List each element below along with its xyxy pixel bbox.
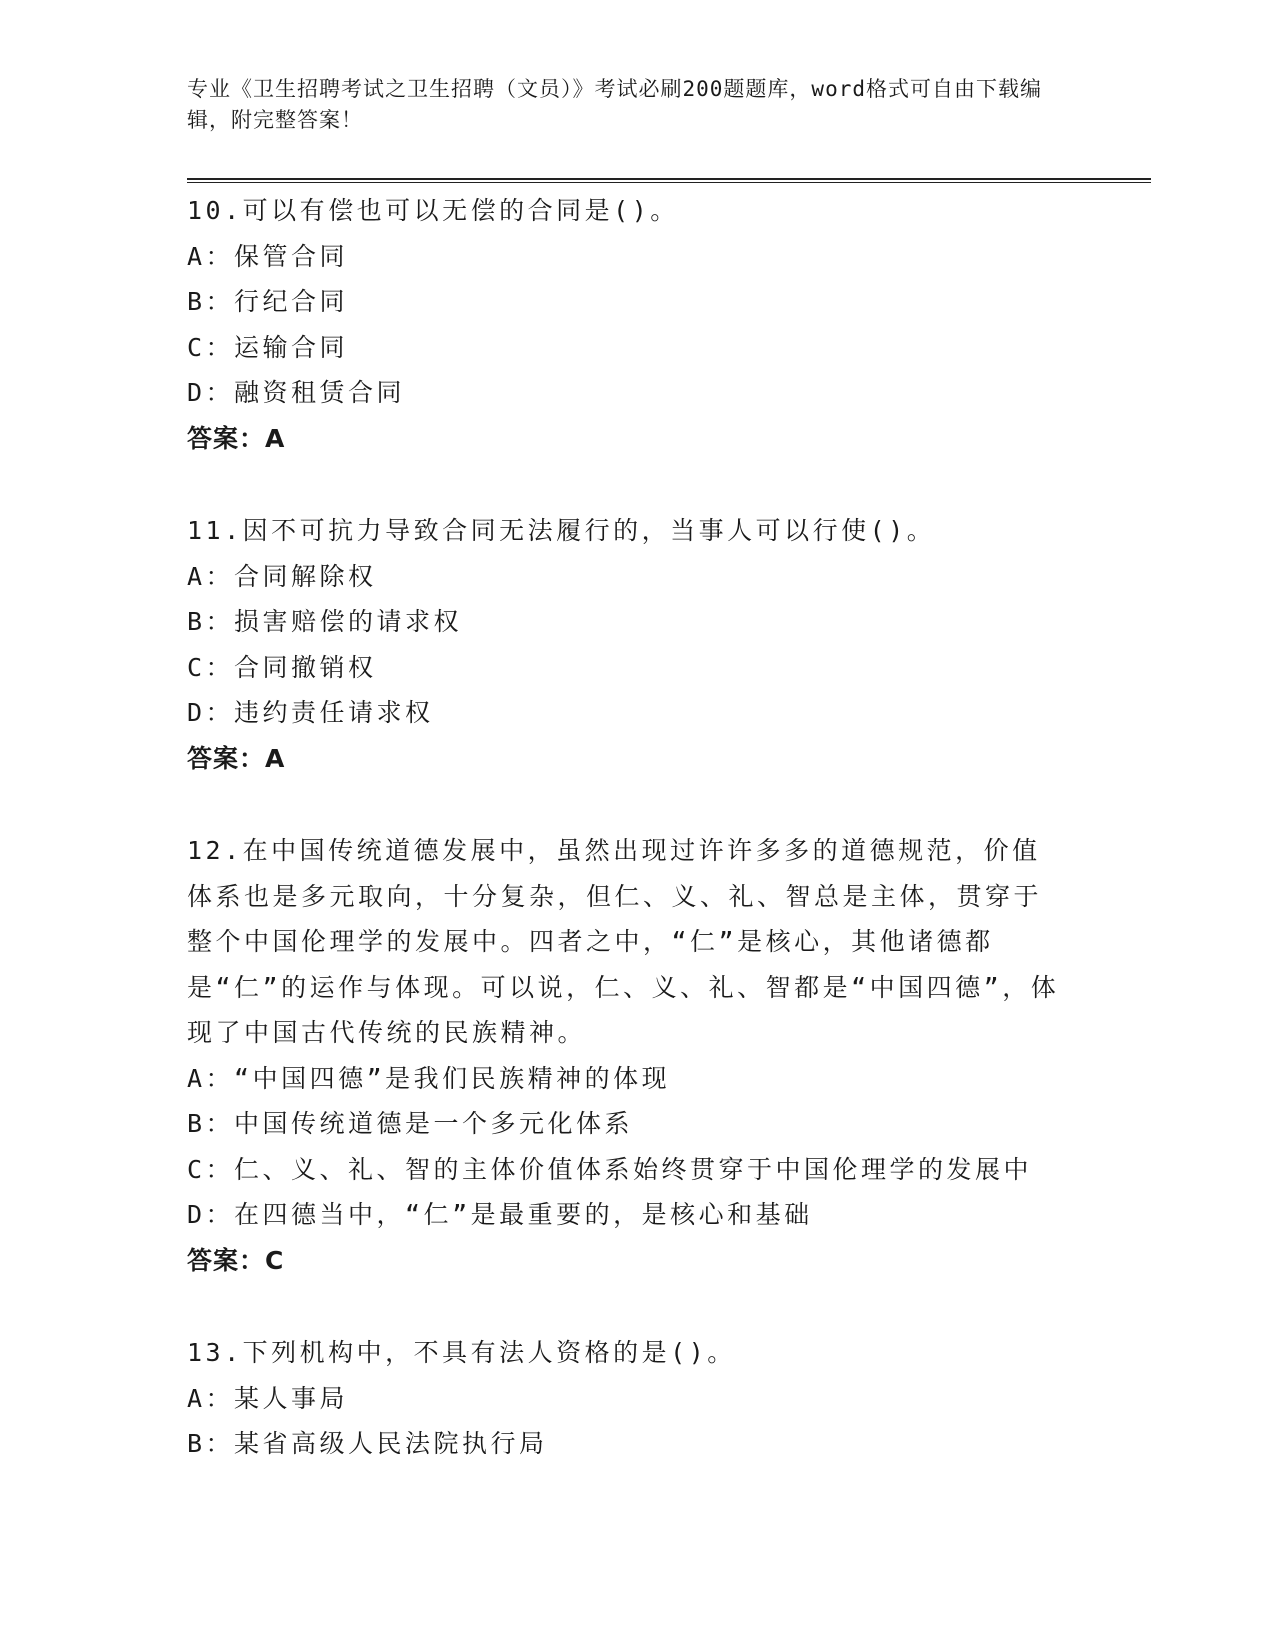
option-a: A：某人事局 (187, 1383, 349, 1413)
option-d: D：违约责任请求权 (187, 698, 434, 727)
question-stem: 12.在中国传统道德发展中，虽然出现过许许多多的道德规范，价值体系也是多元取向，十分复杂，但仁、义、礼、智总是主体，贯穿于整个中国伦理学的发展中。四者之中，“仁”是核心，其他诸德都是“仁”的运作与体现。可以说，仁、义、礼、智都是“中国四德”，体现了中国古代传统的民族精神。 (187, 836, 1060, 1047)
answer: 答案：A (187, 743, 286, 773)
question-13 (187, 1330, 1087, 1467)
option-a: A：“中国四德”是我们民族精神的体现 (187, 1063, 671, 1093)
answer: 答案：C (187, 1245, 285, 1275)
question-stem: 10.可以有偿也可以无偿的合同是()。 (187, 196, 679, 225)
document-header: 专业《卫生招聘考试之卫生招聘（文员）》考试必刷200题题库，word格式可自由下载编辑，附完整答案！ (187, 77, 1042, 132)
option-c: C：合同撤销权 (187, 652, 377, 682)
question-stem: 11.因不可抗力导致合同无法履行的，当事人可以行使()。 (187, 516, 936, 545)
question-list (187, 188, 1087, 1514)
header-divider (187, 178, 1151, 183)
option-c: C：运输合同 (187, 332, 349, 362)
question-11 (187, 508, 1087, 781)
question-12 (187, 828, 1087, 1283)
question-10 (187, 188, 1087, 461)
option-d: D：在四德当中，“仁”是最重要的，是核心和基础 (187, 1200, 813, 1229)
answer: 答案：A (187, 423, 286, 453)
question-stem: 13.下列机构中，不具有法人资格的是()。 (187, 1338, 736, 1367)
option-a: A：保管合同 (187, 241, 349, 271)
option-d: D：融资租赁合同 (187, 378, 406, 407)
option-a: A：合同解除权 (187, 561, 377, 591)
option-b: B：中国传统道德是一个多元化体系 (187, 1109, 634, 1138)
option-b: B：某省高级人民法院执行局 (187, 1429, 548, 1458)
option-b: B：行纪合同 (187, 287, 349, 316)
option-b: B：损害赔偿的请求权 (187, 607, 463, 636)
option-c: C：仁、义、礼、智的主体价值体系始终贯穿于中国伦理学的发展中 (187, 1154, 1033, 1184)
